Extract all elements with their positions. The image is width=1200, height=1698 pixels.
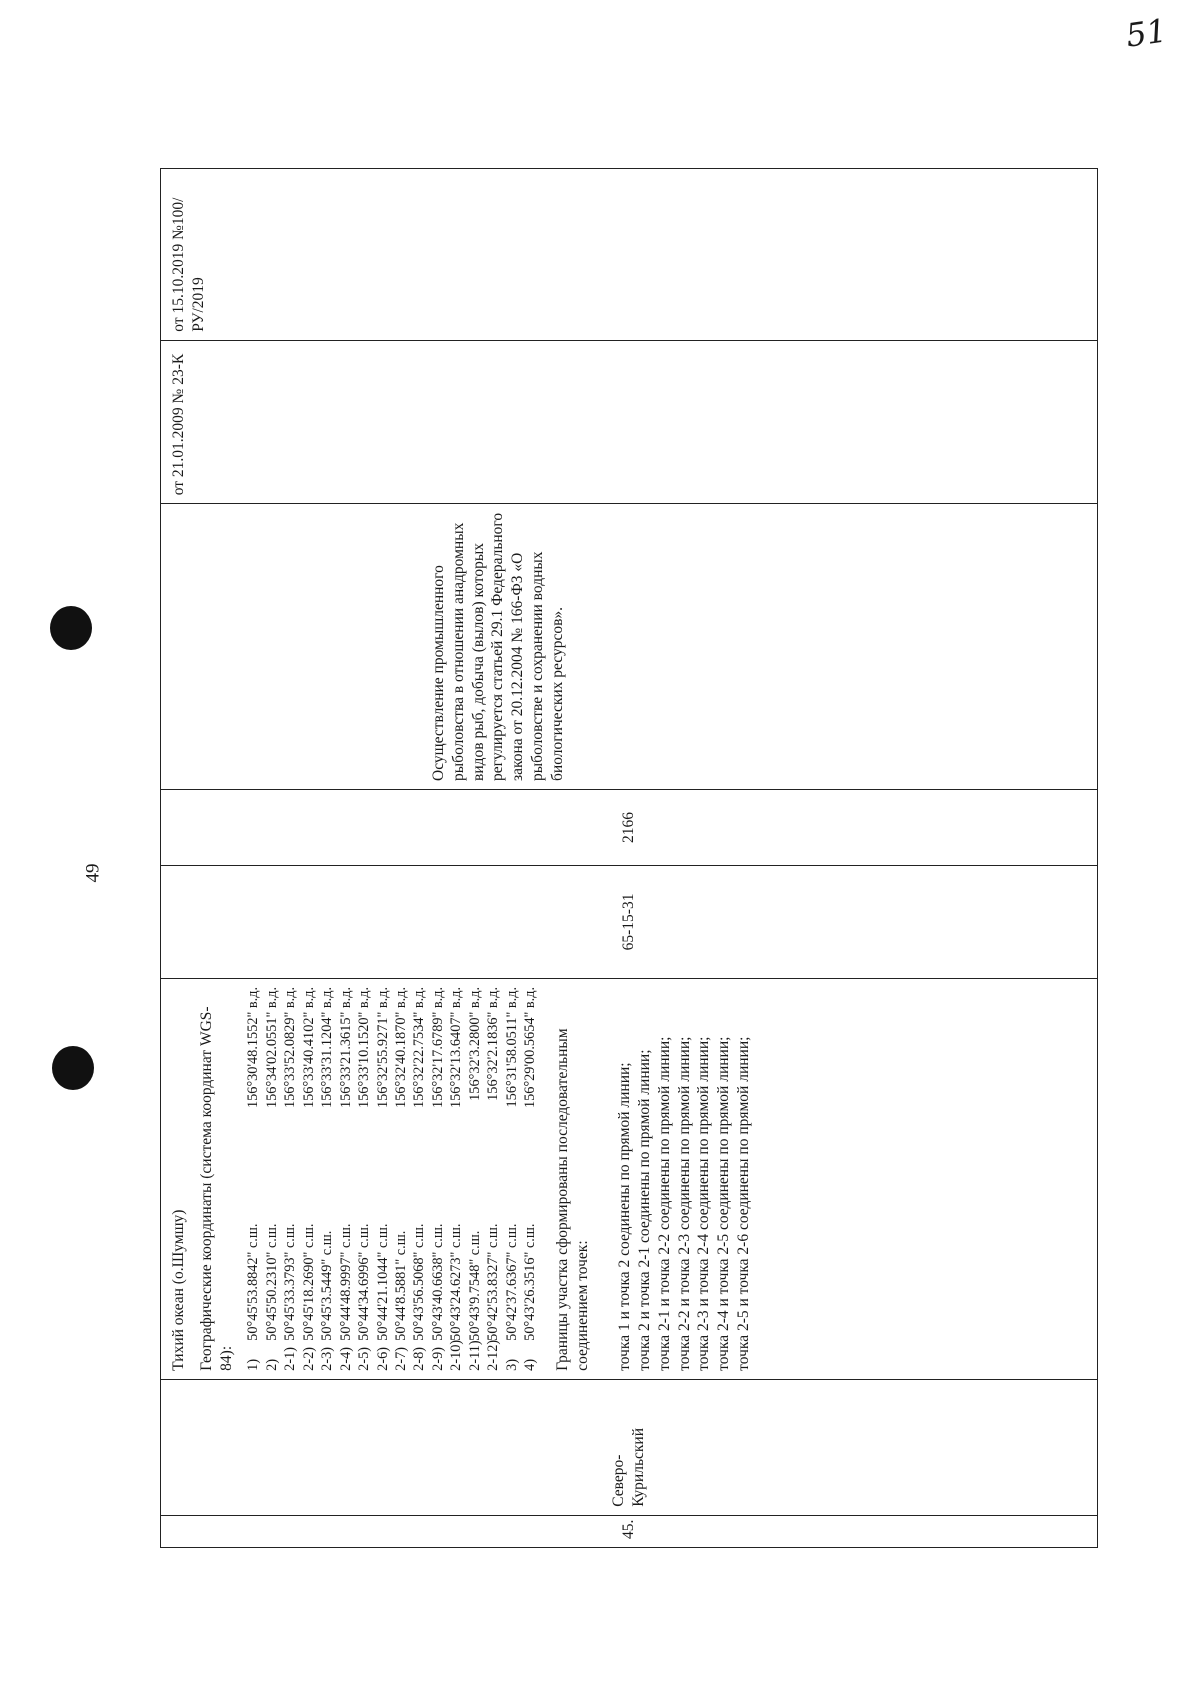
coordinate-row [244,987,262,1371]
coordinate-label: 1) [245,1358,262,1371]
coordinate-row [466,987,484,1371]
coordinate-latitude: 50°44'48.9997" с.ш. [337,1223,354,1341]
punch-hole-decoration [52,1046,94,1090]
coordinate-latitude: 50°42'37.6367" с.ш. [503,1223,520,1341]
coordinate-row [503,987,521,1371]
coordinate-label: 2-4) [337,1346,354,1371]
coordinate-row [410,987,428,1371]
connections-list [615,987,754,1371]
document-2: от 15.10.2019 №100/РУ/2019 [170,197,207,332]
punch-hole-decoration [50,606,92,650]
doc1-cell [161,340,1098,504]
coordinate-label: 3) [503,1358,520,1371]
coords-title: Географические координаты (система координат WGS-84): [197,1006,235,1371]
coordinate-longitude: 156°29'00.5654" в.д. [522,986,539,1108]
coordinate-latitude: 50°44'34.6996" с.ш. [356,1223,373,1341]
square-cell [161,789,1098,865]
coordinate-label: 2-6) [374,1346,391,1371]
coordinate-label: 2-9) [429,1346,446,1371]
area-name-cell [161,1379,1098,1515]
code-cell [161,866,1098,979]
coordinate-latitude: 50°43'26.3516" с.ш. [522,1223,539,1341]
coordinate-row [447,987,465,1371]
coordinate-label: 2-10) [448,1339,465,1371]
coordinate-longitude: 156°32'3.2800" в.д. [466,986,483,1101]
coordinate-latitude: 50°43'24.6273" с.ш. [448,1223,465,1341]
document-1: от 21.01.2009 № 23-К [170,353,187,496]
coordinate-label: 2-11) [466,1340,483,1371]
coordinate-longitude: 156°30'48.1552" в.д. [245,986,262,1108]
coordinate-latitude: 50°45'3.5449" с.ш. [319,1230,336,1341]
coordinate-row [337,987,355,1371]
coordinate-row [484,987,502,1371]
coordinate-label: 2-3) [319,1346,336,1371]
coordinate-longitude: 156°32'22.7534" в.д. [411,986,428,1108]
coordinate-row [355,987,373,1371]
row-number: 45. [620,1519,638,1539]
coordinates-list [244,987,539,1371]
coordinate-label: 2-1) [282,1346,299,1371]
coordinate-longitude: 156°32'2.1836" в.д. [485,986,502,1101]
coordinate-label: 2) [263,1358,280,1371]
coordinate-longitude: 156°32'17.6789" в.д. [429,986,446,1108]
area-code: 65-15-31 [620,893,638,951]
coordinate-row [281,987,299,1371]
coordinate-latitude: 50°42'53.8327" с.ш. [485,1223,502,1341]
coordinate-longitude: 156°33'40.4102" в.д. [300,986,317,1108]
coordinate-row [374,987,392,1371]
registry-table [160,168,1098,1548]
coordinate-latitude: 50°45'33.3793" с.ш. [282,1223,299,1341]
coordinate-longitude: 156°32'55.9271" в.д. [374,986,391,1108]
coordinate-row [392,987,410,1371]
purpose-text: Осуществление промышленного рыболовства в отношении анадромных видов рыб, добыча (вылов) которых регулируется статьей 29.1 Федерального закона от 20.12.2004 № 166-ФЗ «О рыболовстве и сохранении водных биологических ресурсов». [430,512,566,781]
rotated-document [160,168,1098,1548]
connection-item: точка 2 и точка 2-1 соединены по прямой линии; [635,1049,653,1371]
coordinate-longitude: 156°34'02.0551" в.д. [263,986,280,1108]
coordinate-label: 2-7) [392,1346,409,1371]
coordinate-latitude: 50°43'56.5068" с.ш. [411,1223,428,1341]
row-number-cell [161,1515,1098,1547]
area-name: Северо-Курильский [610,1427,647,1507]
coordinate-label: 2-12) [485,1339,502,1371]
coordinate-row [318,987,336,1371]
coordinate-longitude: 156°32'40.1870" в.д. [392,986,409,1108]
coordinate-latitude: 50°45'53.8842" с.ш. [245,1223,262,1341]
connection-item: точка 1 и точка 2 соединены по прямой линии; [616,1062,634,1371]
connection-item: точка 2-4 и точка 2-5 соединены по прямой линии; [715,1036,733,1371]
coordinate-latitude: 50°45'18.2690" с.ш. [300,1223,317,1341]
coordinate-label: 2-2) [300,1346,317,1371]
coordinate-label: 2-8) [411,1346,428,1371]
coordinate-longitude: 156°33'52.0829" в.д. [282,986,299,1108]
description-cell [161,978,1098,1379]
coordinate-longitude: 156°33'10.1520" в.д. [356,986,373,1108]
coordinate-longitude: 156°31'58.0511" в.д. [503,986,520,1108]
purpose-cell [161,504,1098,790]
coordinate-latitude: 50°43'9.7548" с.ш. [466,1230,483,1341]
handwritten-page-number: 51 [1123,11,1170,55]
coordinate-label: 4) [522,1358,539,1371]
coordinate-latitude: 50°45'50.2310" с.ш. [263,1223,280,1341]
borders-title: Границы участка сформированы последовательным соединением точек: [554,1028,592,1371]
coordinate-latitude: 50°44'8.5881" с.ш. [392,1230,409,1341]
connection-item: точка 2-1 и точка 2-2 соединены по прямой линии; [655,1036,673,1371]
coordinate-longitude: 156°33'21.3615" в.д. [337,986,354,1108]
coordinate-longitude: 156°32'13.6407" в.д. [448,986,465,1108]
coordinate-row [263,987,281,1371]
coordinate-row [300,987,318,1371]
connection-item: точка 2-2 и точка 2-3 соединены по прямой линии; [675,1036,693,1371]
table-row [161,169,1098,1548]
coordinate-longitude: 156°33'31.1204" в.д. [319,986,336,1108]
doc2-cell [161,169,1098,341]
coordinate-row [521,987,539,1371]
coordinate-row [429,987,447,1371]
page-number: 49 [82,863,104,883]
coordinate-label: 2-5) [356,1346,373,1371]
coordinate-latitude: 50°43'40.6638" с.ш. [429,1223,446,1341]
connection-item: точка 2-3 и точка 2-4 соединены по прямой линии; [695,1036,713,1371]
connection-item: точка 2-5 и точка 2-6 соединены по прямой линии; [735,1036,753,1371]
water-body: Тихий океан (о.Шумшу) [170,1209,187,1371]
area-square: 2166 [620,812,638,843]
coordinate-latitude: 50°44'21.1044" с.ш. [374,1223,391,1341]
